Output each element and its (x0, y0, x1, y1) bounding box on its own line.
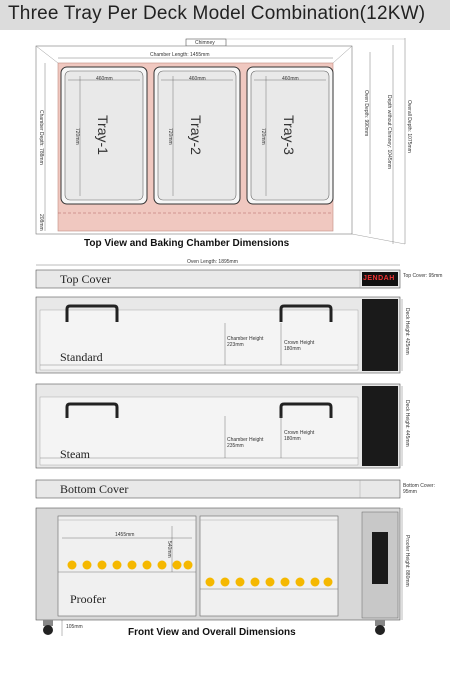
steam-label: Steam (60, 447, 90, 461)
bottom-cover-label: Bottom Cover (60, 482, 129, 496)
tray-2-label: Tray-2 (188, 115, 204, 155)
depth-without-chimney-label: Depth without Chimney: 1045mm (386, 95, 392, 169)
tray-3-label: Tray-3 (281, 115, 297, 155)
proofer-label: Proofer (70, 592, 106, 606)
steam-crown-height: Crown Height 180mm (284, 430, 315, 442)
overall-depth-label: Overall Depth: 1075mm (406, 100, 412, 153)
tray-1-width: 460mm (96, 76, 113, 82)
proofer-width: 1455mm (115, 532, 135, 538)
top-cover-label: Top Cover (60, 272, 111, 286)
tray-2-depth: 720mm (167, 128, 173, 145)
tray-3-width: 460mm (282, 76, 299, 82)
top-cover-dim: Top Cover: 95mm (403, 273, 443, 279)
tray-2-width: 460mm (189, 76, 206, 82)
standard-chamber-height: Chamber Height 223mm (227, 336, 264, 348)
standard-deck-height: Deck Height: 425mm (404, 308, 410, 355)
tray-3-depth: 720mm (260, 128, 266, 145)
standard-crown-height: Crown Height 180mm (284, 340, 315, 352)
steam-deck-height: Deck Height: 445mm (404, 400, 410, 447)
bottom-cover-dim: Bottom Cover: 95mm (403, 483, 435, 495)
standard-label: Standard (60, 350, 103, 364)
steam-control-panel (362, 386, 398, 466)
tray-1-depth: 720mm (74, 128, 80, 145)
oven-depth-label: Oven Depth: 990mm (363, 90, 369, 137)
proofer-right-door (200, 516, 338, 616)
page-title: Three Tray Per Deck Model Combination(12KW) (8, 3, 426, 24)
tray-1-label: Tray-1 (95, 115, 111, 155)
standard-control-panel (362, 299, 398, 371)
chamber-depth-label: Chamber Depth: 788mm (38, 110, 44, 165)
chamber-length-label: Chamber Length: 1455mm (150, 52, 210, 58)
proofer-leg-height: 105mm (66, 624, 83, 630)
chimney-label: Chimney (195, 40, 215, 46)
proofer-right-lamps (206, 578, 333, 587)
proofer-inner-height: 540mm (166, 541, 172, 558)
brand-logo: JENDAH (363, 275, 395, 282)
proofer-height: Proofer Height: 880mm (404, 535, 410, 587)
front-view-caption: Front View and Overall Dimensions (128, 627, 296, 638)
oven-length-label: Oven Length: 1895mm (187, 259, 238, 265)
top-view-caption: Top View and Baking Chamber Dimensions (84, 238, 290, 249)
proofer-control-panel (372, 532, 388, 584)
steam-chamber-height: Chamber Height 235mm (227, 437, 264, 449)
front-depth-label: 208mm (38, 214, 44, 231)
